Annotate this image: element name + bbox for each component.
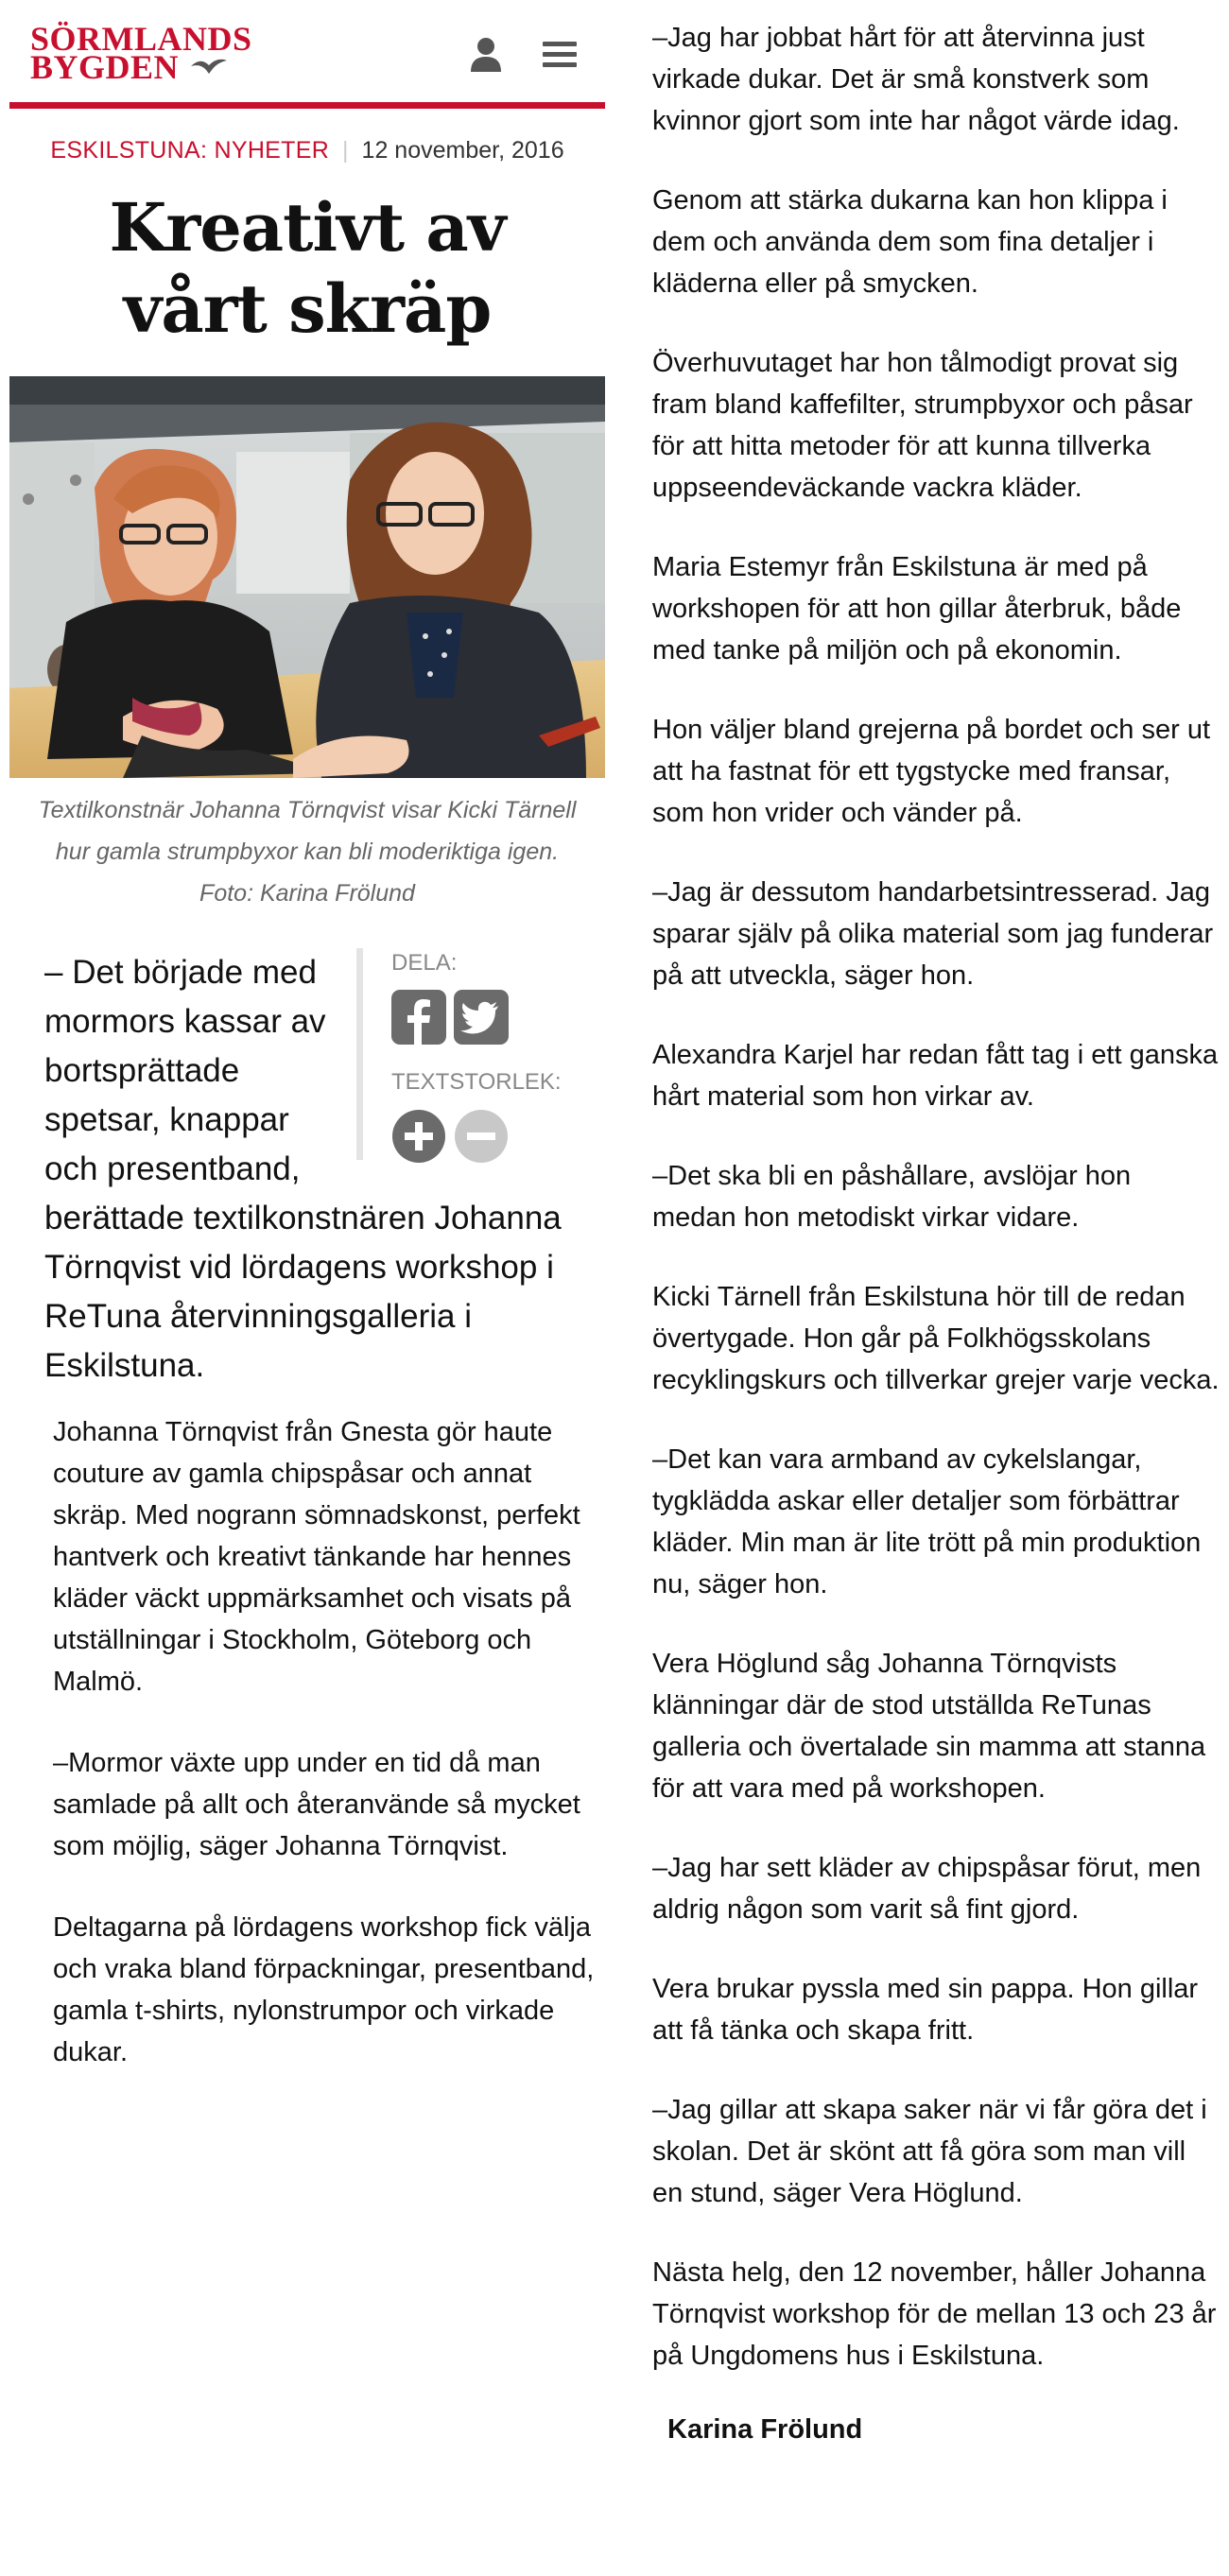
paragraph: Genom att stärka dukarna kan hon klippa i dem och använda dem som fina detaljer i kläderna eller på smycken. [652, 185, 1168, 299]
paragraph: –Jag gillar att skapa saker när vi får göra det i skolan. Det är skönt att få göra som man vill en stund, säger Vera Höglund. [652, 2095, 1207, 2208]
user-icon [465, 34, 507, 76]
publish-date: 12 november, 2016 [361, 137, 564, 164]
twitter-icon[interactable] [454, 990, 509, 1045]
share-panel [356, 948, 571, 1160]
paragraph: Maria Estemyr från Eskilstuna är med på workshopen för att hon gillar återbruk, både med tanke på miljön och på ekonomin. [652, 552, 1182, 666]
lead-section [9, 948, 605, 1391]
right-column [652, 0, 1220, 2446]
share-label: DELA: [391, 950, 458, 976]
share-buttons [391, 990, 571, 1045]
article-lead: – Det började med mormors kassar av bortsprättade spetsar, knappar och presentband, berättade textilkonstnären Johanna Törnqvist vid lördagens workshop i ReTuna återvinningsgalleria i Eskilstuna. [44, 954, 562, 1384]
paragraph: Vera brukar pyssla med sin pappa. Hon gillar att få tänka och skapa fritt. [652, 1974, 1199, 2046]
left-column [9, 0, 605, 2113]
textsize-buttons [391, 1109, 571, 1164]
site-logo[interactable] [30, 20, 252, 86]
paragraph: Nästa helg, den 12 november, håller Johanna Törnqvist workshop för de mellan 13 och 23 år på Ungdomens hus i Eskilstuna. [652, 2257, 1217, 2371]
textsize-label: TEXTSTORLEK: [391, 1069, 562, 1095]
paragraph: –Det ska bli en påshållare, avslöjar hon medan hon metodiskt virkar vidare. [652, 1161, 1132, 1233]
menu-icon [539, 34, 580, 76]
paragraph: –Jag har sett kläder av chipspåsar förut, men aldrig någon som varit så fint gjord. [652, 1853, 1202, 1925]
user-button[interactable] [465, 34, 507, 76]
title-line2: vårt skräp [123, 269, 492, 348]
paragraph: Vera Höglund såg Johanna Törnqvists klänningar där de stod utställda ReTunas galleria och övertalade sin mamma att stanna för att vara med på workshopen. [652, 1649, 1206, 1804]
author-name: Karina Frölund [667, 2414, 863, 2445]
menu-button[interactable] [539, 34, 580, 76]
site-header [9, 0, 605, 109]
article-body-left [9, 1411, 605, 2073]
paragraph: Kicki Tärnell från Eskilstuna hör till de redan övertygade. Hon går på Folkhögsskolans recyklingskurs och tillverkar grejer varje vecka. [652, 1282, 1220, 1395]
paragraph: –Mormor växte upp under en tid då man samlade på allt och återanvände så mycket som möjlig, säger Johanna Törnqvist. [53, 1748, 580, 1861]
article-body-right [652, 0, 1220, 2446]
paragraph: –Det kan vara armband av cykelslangar, tygklädda askar eller detaljer som förbättrar kläder. Min man är lite trött på min produktion nu, säger hon. [652, 1444, 1202, 1599]
paragraph: Överhuvutaget har hon tålmodigt provat sig fram bland kaffefilter, strumpbyxor och påsar för att hitta metoder för att kunna tillverka uppseendeväckande vackra kläder. [652, 348, 1193, 503]
logo-line1: SÖRMLANDS [30, 20, 252, 58]
paragraph: Johanna Törnqvist från Gnesta gör haute couture av gamla chipspåsar och annat skräp. Med nogrann sömnadskonst, perfekt hantverk och kreativt tänkande har hennes kläder väckt uppmärksamhet och visats på utställningar i Stockholm, Göteborg och Malmö. [53, 1417, 580, 1697]
logo-line2: BYGDEN [30, 48, 180, 86]
meta-divider: | [342, 137, 349, 164]
article-photo [9, 376, 605, 778]
bird-logo-icon [189, 55, 229, 76]
paragraph: –Jag är dessutom handarbetsintresserad. Jag sparar själv på olika material som jag funderar på att utveckla, säger hon. [652, 877, 1214, 991]
photo-caption: Textilkonstnär Johanna Törnqvist visar Kicki Tärnell hur gamla strumpbyxor kan bli moderiktiga igen. Foto: Karina Frölund [38, 797, 577, 907]
paragraph: Deltagarna på lördagens workshop fick välja och vraka bland förpackningar, presentband, gamla t-shirts, nylonstrumpor och virkade dukar. [53, 1912, 595, 2067]
article-title [9, 187, 605, 350]
article-meta [9, 137, 605, 164]
paragraph: Hon väljer bland grejerna på bordet och ser ut att ha fastnat för ett tygstycke med fransar, som hon vrider och vänder på. [652, 715, 1211, 828]
minus-icon[interactable] [454, 1109, 509, 1164]
plus-icon[interactable] [391, 1109, 446, 1164]
facebook-icon[interactable] [391, 990, 446, 1045]
paragraph: Alexandra Karjel har redan fått tag i ett ganska hårt material som hon virkar av. [652, 1040, 1219, 1112]
title-line1: Kreativt av [109, 188, 506, 267]
paragraph: –Jag har jobbat hårt för att återvinna just virkade dukar. Det är små konstverk som kvinnor gjort som inte har något värde idag. [652, 23, 1180, 136]
category-link[interactable]: ESKILSTUNA: NYHETER [50, 137, 330, 164]
